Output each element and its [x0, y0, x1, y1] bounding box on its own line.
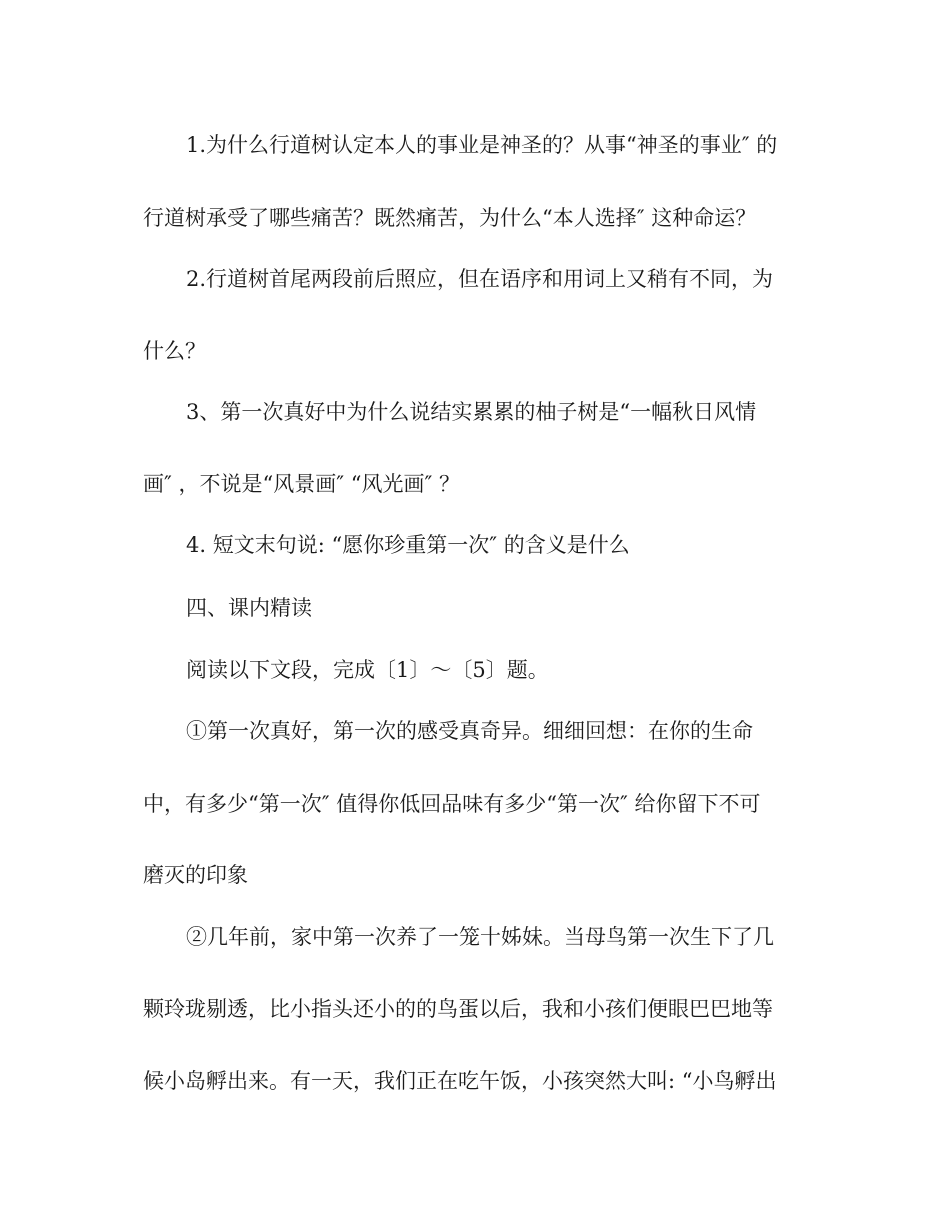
paragraph-2-line-3: 候小岛孵出来。有一天，我们正在吃午饭，小孩突然大叫: “小鸟孵出	[143, 1069, 777, 1093]
paragraph-1-line-2: 中，有多少“第一次″ 值得你低回品味有多少“第一次″ 给你留下不可	[143, 792, 761, 816]
paragraph-1-line-3: 磨灭的印象	[143, 863, 248, 887]
question-1-line-1: 1.为什么行道树认定本人的事业是神圣的？从事“神圣的事业″ 的	[186, 133, 778, 157]
question-2-line-2: 什么？	[143, 339, 206, 363]
question-3-line-2: 画″ ，不说是“风景画″ “风光画″ ？	[143, 472, 461, 496]
question-2-line-1: 2.行道树首尾两段前后照应，但在语序和用词上又稍有不同，为	[186, 267, 774, 291]
paragraph-2-line-2: 颗玲珑剔透，比小指头还小的的鸟蛋以后，我和小孩们便眼巴巴地等	[143, 997, 773, 1021]
paragraph-2-line-1: ②几年前，家中第一次养了一笼十姊妹。当母鸟第一次生下了几	[186, 925, 774, 949]
question-3-line-1: 3、第一次真好中为什么说结实累累的柚子树是“一幅秋日风情	[186, 400, 757, 424]
reading-instruction: 阅读以下文段，完成〔1〕～〔5〕题。	[186, 658, 549, 682]
question-1-line-2: 行道树承受了哪些痛苦？既然痛苦，为什么“本人选择″ 这种命运？	[143, 206, 757, 230]
question-4-line: 4. 短文末句说: “愿你珍重第一次″ 的含义是什么	[186, 533, 630, 557]
section-heading: 四、课内精读	[186, 596, 312, 620]
paragraph-1-line-1: ①第一次真好，第一次的感受真奇异。细细回想：在你的生命	[186, 719, 753, 743]
